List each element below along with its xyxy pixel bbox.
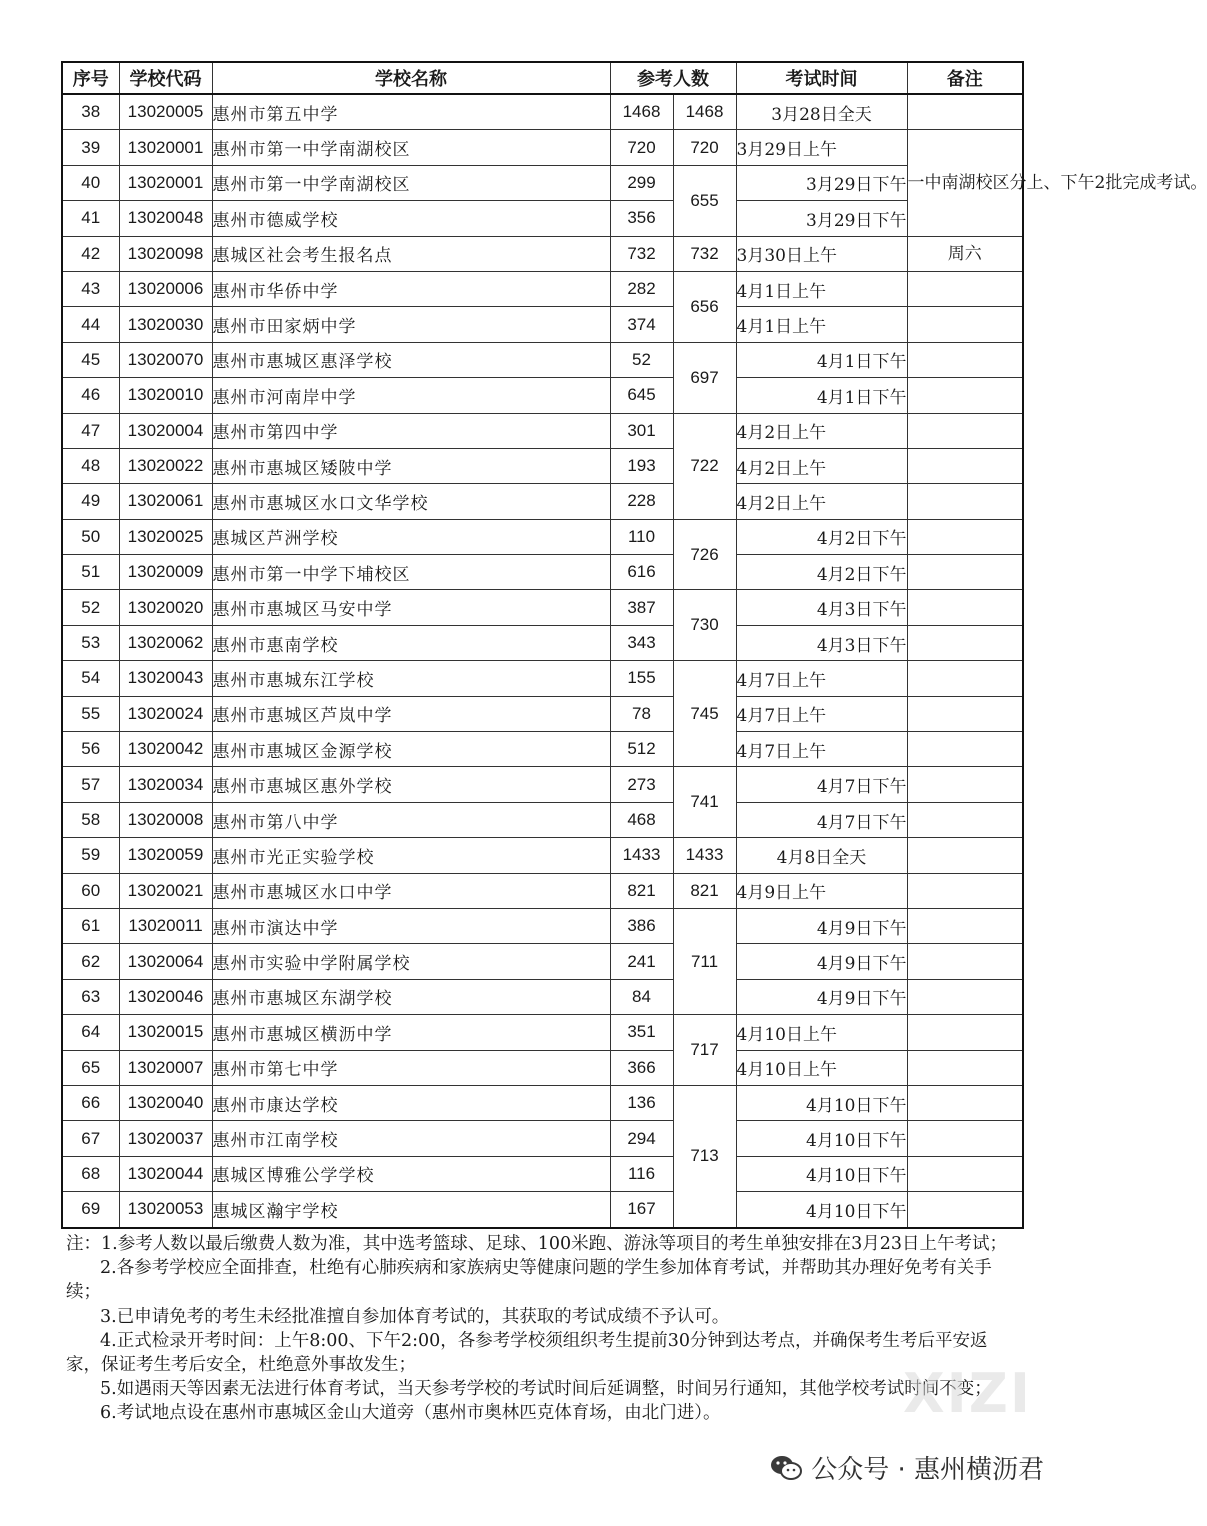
- table-row: [62, 130, 1023, 165]
- cell-seq: 43: [62, 271, 119, 306]
- cell-remark-empty: [907, 767, 1023, 802]
- table-row: [62, 342, 1023, 377]
- cell-school-name: 惠州市河南岸中学: [212, 378, 610, 413]
- cell-group-total: 732: [673, 236, 736, 271]
- cell-seq: 69: [62, 1192, 119, 1228]
- cell-school-name: 惠州市惠城区惠外学校: [212, 767, 610, 802]
- cell-remark-empty: [907, 873, 1023, 908]
- cell-group-total: 655: [673, 165, 736, 236]
- cell-count: 645: [610, 378, 673, 413]
- cell-remark-empty: [907, 555, 1023, 590]
- cell-group-total: 713: [673, 1085, 736, 1227]
- table-row: [62, 838, 1023, 873]
- cell-exam-time: 4月7日上午: [736, 696, 907, 731]
- cell-seq: 46: [62, 378, 119, 413]
- cell-exam-time: 4月2日下午: [736, 555, 907, 590]
- cell-school-name: 惠州市惠城区东湖学校: [212, 979, 610, 1014]
- cell-count: 116: [610, 1156, 673, 1191]
- cell-remark-empty: [907, 271, 1023, 306]
- table-row: [62, 661, 1023, 696]
- cell-school-name: 惠城区芦洲学校: [212, 519, 610, 554]
- table-row: [62, 555, 1023, 590]
- cell-count: 155: [610, 661, 673, 696]
- cell-school-name: 惠城区社会考生报名点: [212, 236, 610, 271]
- cell-school-code: 13020021: [119, 873, 212, 908]
- table-row: [62, 908, 1023, 943]
- cell-remark-empty: [907, 448, 1023, 483]
- header-remark: 备注: [907, 62, 1023, 94]
- cell-count: 468: [610, 802, 673, 837]
- table-row: [62, 236, 1023, 271]
- table-row: [62, 307, 1023, 342]
- cell-remark-empty: [907, 732, 1023, 767]
- cell-seq: 56: [62, 732, 119, 767]
- cell-seq: 44: [62, 307, 119, 342]
- cell-remark: 一中南湖校区分上、下午2批完成考试。: [907, 130, 1023, 236]
- cell-seq: 66: [62, 1085, 119, 1120]
- cell-count: 84: [610, 979, 673, 1014]
- cell-seq: 41: [62, 201, 119, 236]
- cell-group-total: 656: [673, 271, 736, 342]
- header-time: 考试时间: [736, 62, 907, 94]
- cell-seq: 60: [62, 873, 119, 908]
- cell-school-name: 惠州市实验中学附属学校: [212, 944, 610, 979]
- cell-remark-empty: [907, 625, 1023, 660]
- cell-seq: 58: [62, 802, 119, 837]
- header-count: 参考人数: [610, 62, 736, 94]
- cell-count: 110: [610, 519, 673, 554]
- cell-school-code: 13020009: [119, 555, 212, 590]
- cell-school-name: 惠州市惠城区矮陂中学: [212, 448, 610, 483]
- cell-seq: 50: [62, 519, 119, 554]
- cell-remark-empty: [907, 802, 1023, 837]
- table-row: [62, 1015, 1023, 1050]
- cell-exam-time: 3月29日上午: [736, 130, 907, 165]
- cell-school-code: 13020059: [119, 838, 212, 873]
- cell-school-code: 13020046: [119, 979, 212, 1014]
- cell-count: 136: [610, 1085, 673, 1120]
- cell-school-code: 13020042: [119, 732, 212, 767]
- cell-school-code: 13020098: [119, 236, 212, 271]
- cell-exam-time: 4月1日上午: [736, 271, 907, 306]
- cell-count: 299: [610, 165, 673, 200]
- wechat-icon: [769, 1451, 803, 1485]
- cell-count: 821: [610, 873, 673, 908]
- cell-count: 1433: [610, 838, 673, 873]
- cell-remark-empty: [907, 944, 1023, 979]
- cell-school-code: 13020062: [119, 625, 212, 660]
- cell-group-total: 1433: [673, 838, 736, 873]
- cell-school-name: 惠州市惠城东江学校: [212, 661, 610, 696]
- note-3: 3.已申请免考的考生未经批准擅自参加体育考试的，其获取的考试成绩不予认可。: [100, 1306, 730, 1327]
- cell-school-code: 13020011: [119, 908, 212, 943]
- cell-remark-empty: [907, 1015, 1023, 1050]
- note-2: 2.各参考学校应全面排查，杜绝有心肺疾病和家族病史等健康问题的学生参加体育考试，并帮助其办理好免考有关手续；: [66, 1258, 992, 1303]
- cell-school-code: 13020001: [119, 130, 212, 165]
- cell-exam-time: 4月9日下午: [736, 979, 907, 1014]
- cell-count: 351: [610, 1015, 673, 1050]
- cell-group-total: 730: [673, 590, 736, 661]
- table-row: [62, 94, 1023, 130]
- cell-school-code: 13020061: [119, 484, 212, 519]
- cell-group-total: 717: [673, 1015, 736, 1086]
- cell-school-code: 13020001: [119, 165, 212, 200]
- cell-school-code: 13020007: [119, 1050, 212, 1085]
- note-1: 注：1.参考人数以最后缴费人数为准，其中选考篮球、足球、100米跑、游泳等项目的考生单独安排在3月23日上午考试；: [66, 1234, 1007, 1254]
- cell-school-code: 13020022: [119, 448, 212, 483]
- table-row: [62, 519, 1023, 554]
- cell-seq: 62: [62, 944, 119, 979]
- cell-school-code: 13020006: [119, 271, 212, 306]
- cell-school-name: 惠州市惠南学校: [212, 625, 610, 660]
- cell-school-name: 惠州市田家炳中学: [212, 307, 610, 342]
- cell-count: 301: [610, 413, 673, 448]
- cell-school-name: 惠州市第四中学: [212, 413, 610, 448]
- cell-count: 720: [610, 130, 673, 165]
- cell-school-name: 惠城区瀚宇学校: [212, 1192, 610, 1228]
- cell-school-name: 惠州市康达学校: [212, 1085, 610, 1120]
- cell-group-total: 720: [673, 130, 736, 165]
- cell-exam-time: 4月1日下午: [736, 342, 907, 377]
- cell-exam-time: 4月10日下午: [736, 1156, 907, 1191]
- cell-exam-time: 4月7日上午: [736, 661, 907, 696]
- cell-remark: 周六: [907, 236, 1023, 271]
- table-row: [62, 696, 1023, 731]
- cell-count: 356: [610, 201, 673, 236]
- cell-count: 228: [610, 484, 673, 519]
- cell-seq: 63: [62, 979, 119, 1014]
- cell-school-name: 惠州市第五中学: [212, 94, 610, 130]
- cell-seq: 61: [62, 908, 119, 943]
- cell-school-name: 惠州市江南学校: [212, 1121, 610, 1156]
- cell-count: 387: [610, 590, 673, 625]
- cell-remark-empty: [907, 1121, 1023, 1156]
- cell-count: 343: [610, 625, 673, 660]
- cell-seq: 47: [62, 413, 119, 448]
- wechat-watermark: [769, 1449, 1044, 1486]
- cell-school-name: 惠州市惠城区水口中学: [212, 873, 610, 908]
- cell-count: 167: [610, 1192, 673, 1228]
- cell-remark-empty: [907, 1156, 1023, 1191]
- cell-school-code: 13020037: [119, 1121, 212, 1156]
- table-row: [62, 625, 1023, 660]
- table-row: [62, 271, 1023, 306]
- cell-school-name: 惠州市演达中学: [212, 908, 610, 943]
- notes-section: [66, 1232, 1016, 1426]
- cell-count: 273: [610, 767, 673, 802]
- watermark-text: 公众号 · 惠州横沥君: [811, 1455, 1044, 1485]
- cell-school-code: 13020070: [119, 342, 212, 377]
- cell-count: 616: [610, 555, 673, 590]
- cell-exam-time: 4月3日下午: [736, 625, 907, 660]
- cell-seq: 67: [62, 1121, 119, 1156]
- cell-exam-time: 4月2日上午: [736, 413, 907, 448]
- table-row: [62, 378, 1023, 413]
- cell-seq: 49: [62, 484, 119, 519]
- cell-seq: 42: [62, 236, 119, 271]
- cell-remark-empty: [907, 519, 1023, 554]
- cell-school-code: 13020008: [119, 802, 212, 837]
- table-row: [62, 979, 1023, 1014]
- header-row: [62, 62, 1023, 94]
- table-row: [62, 767, 1023, 802]
- cell-exam-time: 4月8日全天: [736, 838, 907, 873]
- cell-group-total: 741: [673, 767, 736, 838]
- table-row: [62, 1156, 1023, 1191]
- cell-remark-empty: [907, 378, 1023, 413]
- cell-school-code: 13020004: [119, 413, 212, 448]
- cell-exam-time: 4月2日下午: [736, 519, 907, 554]
- cell-exam-time: 3月30日上午: [736, 236, 907, 271]
- cell-school-name: 惠州市惠城区金源学校: [212, 732, 610, 767]
- table-row: [62, 201, 1023, 236]
- cell-remark-empty: [907, 908, 1023, 943]
- cell-school-name: 惠州市德威学校: [212, 201, 610, 236]
- cell-exam-time: 4月7日下午: [736, 802, 907, 837]
- cell-school-code: 13020025: [119, 519, 212, 554]
- cell-remark-empty: [907, 838, 1023, 873]
- table-row: [62, 590, 1023, 625]
- cell-school-name: 惠州市惠城区水口文华学校: [212, 484, 610, 519]
- header-code: 学校代码: [119, 62, 212, 94]
- cell-count: 1468: [610, 94, 673, 130]
- cell-school-name: 惠州市华侨中学: [212, 271, 610, 306]
- cell-remark-empty: [907, 1050, 1023, 1085]
- cell-school-name: 惠州市惠城区马安中学: [212, 590, 610, 625]
- cell-school-code: 13020010: [119, 378, 212, 413]
- cell-remark-empty: [907, 1085, 1023, 1120]
- cell-exam-time: 3月29日下午: [736, 201, 907, 236]
- table-body: [62, 94, 1207, 1228]
- cell-count: 386: [610, 908, 673, 943]
- cell-group-total: 726: [673, 519, 736, 590]
- cell-count: 193: [610, 448, 673, 483]
- table-row: [62, 1050, 1023, 1085]
- table-row: [62, 732, 1023, 767]
- cell-exam-time: 3月28日全天: [736, 94, 907, 130]
- cell-school-name: 惠州市第一中学下埔校区: [212, 555, 610, 590]
- cell-school-code: 13020044: [119, 1156, 212, 1191]
- cell-remark-empty: [907, 342, 1023, 377]
- table-row: [62, 944, 1023, 979]
- xizi-logo-watermark: XIZI: [903, 1362, 1032, 1425]
- cell-count: 78: [610, 696, 673, 731]
- cell-school-name: 惠州市惠城区惠泽学校: [212, 342, 610, 377]
- cell-school-name: 惠州市惠城区横沥中学: [212, 1015, 610, 1050]
- cell-school-code: 13020053: [119, 1192, 212, 1228]
- cell-seq: 39: [62, 130, 119, 165]
- cell-exam-time: 4月10日下午: [736, 1192, 907, 1228]
- table-row: [62, 1121, 1023, 1156]
- cell-remark-empty: [907, 979, 1023, 1014]
- cell-exam-time: 3月29日下午: [736, 165, 907, 200]
- cell-school-name: 惠城区博雅公学学校: [212, 1156, 610, 1191]
- cell-school-code: 13020040: [119, 1085, 212, 1120]
- cell-school-name: 惠州市第一中学南湖校区: [212, 130, 610, 165]
- cell-exam-time: 4月1日下午: [736, 378, 907, 413]
- cell-exam-time: 4月1日上午: [736, 307, 907, 342]
- cell-school-name: 惠州市惠城区芦岚中学: [212, 696, 610, 731]
- cell-group-total: 745: [673, 661, 736, 767]
- cell-seq: 65: [62, 1050, 119, 1085]
- cell-count: 282: [610, 271, 673, 306]
- cell-remark-empty: [907, 590, 1023, 625]
- cell-exam-time: 4月10日下午: [736, 1085, 907, 1120]
- table-row: [62, 1192, 1023, 1228]
- cell-exam-time: 4月9日上午: [736, 873, 907, 908]
- cell-group-total: 1468: [673, 94, 736, 130]
- table-row: [62, 448, 1023, 483]
- cell-seq: 40: [62, 165, 119, 200]
- cell-exam-time: 4月3日下午: [736, 590, 907, 625]
- cell-remark-empty: [907, 94, 1023, 130]
- cell-count: 241: [610, 944, 673, 979]
- cell-school-name: 惠州市第八中学: [212, 802, 610, 837]
- cell-count: 294: [610, 1121, 673, 1156]
- cell-count: 374: [610, 307, 673, 342]
- schedule-table: [61, 61, 1207, 1229]
- cell-group-total: 711: [673, 908, 736, 1014]
- cell-school-name: 惠州市第一中学南湖校区: [212, 165, 610, 200]
- cell-count: 512: [610, 732, 673, 767]
- cell-school-name: 惠州市光正实验学校: [212, 838, 610, 873]
- cell-count: 366: [610, 1050, 673, 1085]
- cell-seq: 54: [62, 661, 119, 696]
- cell-seq: 53: [62, 625, 119, 660]
- cell-school-code: 13020043: [119, 661, 212, 696]
- table-row: [62, 413, 1023, 448]
- table-row: [62, 484, 1023, 519]
- cell-exam-time: 4月7日下午: [736, 767, 907, 802]
- cell-seq: 68: [62, 1156, 119, 1191]
- cell-school-code: 13020034: [119, 767, 212, 802]
- cell-seq: 59: [62, 838, 119, 873]
- cell-school-code: 13020024: [119, 696, 212, 731]
- cell-remark-empty: [907, 484, 1023, 519]
- header-name: 学校名称: [212, 62, 610, 94]
- cell-seq: 64: [62, 1015, 119, 1050]
- cell-seq: 48: [62, 448, 119, 483]
- cell-group-total: 821: [673, 873, 736, 908]
- note-4: 4.正式检录开考时间：上午8:00、下午2:00，各参考学校须组织考生提前30分钟到达考点，并确保考生考后平安返家，保证考生考后安全，杜绝意外事故发生；: [66, 1330, 988, 1376]
- header-seq: 序号: [62, 62, 119, 94]
- cell-exam-time: 4月10日上午: [736, 1050, 907, 1085]
- cell-school-code: 13020064: [119, 944, 212, 979]
- table-row: [62, 802, 1023, 837]
- cell-school-code: 13020020: [119, 590, 212, 625]
- cell-seq: 52: [62, 590, 119, 625]
- cell-school-code: 13020005: [119, 94, 212, 130]
- cell-school-code: 13020048: [119, 201, 212, 236]
- cell-remark-empty: [907, 1192, 1023, 1228]
- cell-count: 732: [610, 236, 673, 271]
- cell-seq: 38: [62, 94, 119, 130]
- exam-schedule-sheet: [61, 61, 1207, 1229]
- cell-exam-time: 4月2日上午: [736, 484, 907, 519]
- cell-remark-empty: [907, 661, 1023, 696]
- cell-exam-time: 4月7日上午: [736, 732, 907, 767]
- cell-exam-time: 4月9日下午: [736, 944, 907, 979]
- cell-remark-empty: [907, 413, 1023, 448]
- cell-school-code: 13020015: [119, 1015, 212, 1050]
- table-row: [62, 1085, 1023, 1120]
- cell-seq: 45: [62, 342, 119, 377]
- cell-seq: 55: [62, 696, 119, 731]
- cell-group-total: 697: [673, 342, 736, 413]
- cell-count: 52: [610, 342, 673, 377]
- cell-seq: 57: [62, 767, 119, 802]
- cell-school-name: 惠州市第七中学: [212, 1050, 610, 1085]
- cell-seq: 51: [62, 555, 119, 590]
- cell-exam-time: 4月10日上午: [736, 1015, 907, 1050]
- table-row: [62, 165, 1023, 200]
- cell-exam-time: 4月10日下午: [736, 1121, 907, 1156]
- note-6: 6.考试地点设在惠州市惠城区金山大道旁（惠州市奥林匹克体育场，由北门进）。: [100, 1403, 721, 1424]
- cell-group-total: 722: [673, 413, 736, 519]
- cell-school-code: 13020030: [119, 307, 212, 342]
- cell-exam-time: 4月9日下午: [736, 908, 907, 943]
- cell-exam-time: 4月2日上午: [736, 448, 907, 483]
- table-row: [62, 873, 1023, 908]
- cell-remark-empty: [907, 307, 1023, 342]
- note-5: 5.如遇雨天等因素无法进行体育考试，当天参考学校的考试时间后延调整，时间另行通知，其他学校考试时间不变；: [100, 1379, 992, 1400]
- cell-remark-empty: [907, 696, 1023, 731]
